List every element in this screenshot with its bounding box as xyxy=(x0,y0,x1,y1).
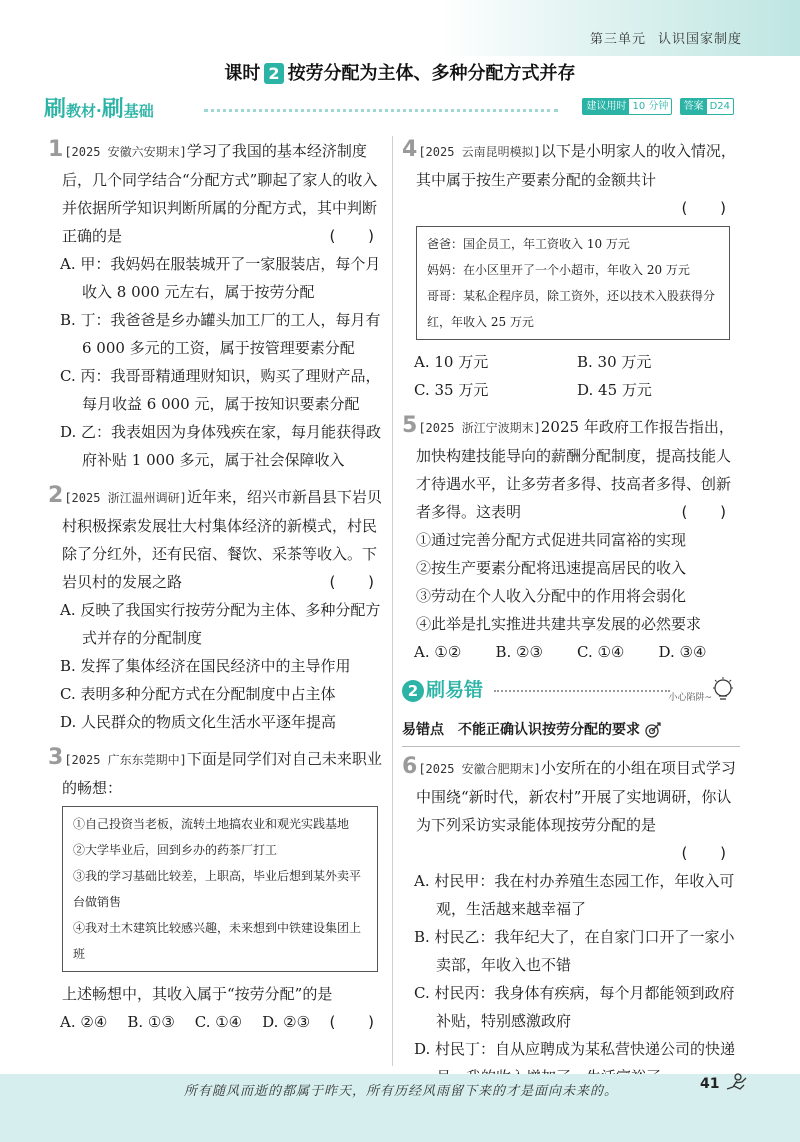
box-line: 爸爸：国企员工，年工资收入 10 万元 xyxy=(427,237,630,251)
time-value: 10 分钟 xyxy=(632,101,669,112)
question-3-stem xyxy=(48,744,388,802)
answer-blank: ( ) xyxy=(681,199,740,217)
question-1 xyxy=(48,136,388,474)
answer-blank: ( ) xyxy=(329,1013,388,1031)
question-source: [2025 安徽合肥期末] xyxy=(418,762,541,776)
section-2-note: 小心陷阱~ xyxy=(668,693,712,703)
option-a: A. 村民甲：我在村办养殖生态园工作，年收入可观，生活越来越幸福了 xyxy=(414,872,735,918)
question-text: 上述畅想中，其收入属于“按劳分配”的是 xyxy=(62,985,333,1003)
box-line: ④我对土木建筑比较感兴趣，未来想到中铁建设集团上班 xyxy=(73,921,362,961)
answer-blank: ( ) xyxy=(681,844,740,862)
brand-char-2: 刷 xyxy=(101,97,124,122)
question-number: 4 xyxy=(402,137,418,162)
option-b: B. 30 万元 xyxy=(577,353,652,371)
option-b: B. 丁：我爸爸是乡办罐头加工厂的工人，每月有 6 000 多元的工资，属于按管理要素分配 xyxy=(60,311,381,357)
option-d: D. ②③ xyxy=(262,1013,311,1031)
section-2-title-text: 刷易错 xyxy=(426,679,484,701)
question-6-stem xyxy=(402,753,740,839)
lesson-number-badge: 2 xyxy=(264,63,283,84)
time-label: 建议用时 xyxy=(583,99,629,114)
answer-blank: ( ) xyxy=(329,573,388,591)
question-1-stem xyxy=(48,136,388,250)
question-text: 2025 年政府工作报告指出，加快构建技能导向的薪酬分配制度，提高技能人才待遇水平，让多劳者多得、技高者多得、创新者多得。这表明 xyxy=(416,418,734,521)
error-point-label: 易错点 xyxy=(402,722,444,738)
section-2-divider xyxy=(494,690,670,692)
question-4-stem xyxy=(402,136,740,194)
box-line: 妈妈：在小区里开了一个小超市，年收入 20 万元 xyxy=(427,263,690,277)
question-6 xyxy=(402,753,740,1091)
box-line: ②大学毕业后，回到乡办的药茶厂打工 xyxy=(73,843,278,857)
question-4 xyxy=(402,136,740,404)
statement-2: ②按生产要素分配将迅速提高居民的收入 xyxy=(416,559,687,577)
q4-options-row-2 xyxy=(402,376,740,404)
question-5 xyxy=(402,412,740,666)
right-column xyxy=(402,136,740,1099)
question-number: 5 xyxy=(402,413,418,438)
lesson-title xyxy=(0,59,800,85)
q4-income-box xyxy=(416,226,730,340)
brand-char-1: 刷 xyxy=(44,97,67,122)
section-banner xyxy=(44,92,734,126)
question-2 xyxy=(48,482,388,736)
box-line: ①自己投资当老板，流转土地搞农业和观光实践基地 xyxy=(73,817,350,831)
question-3 xyxy=(48,744,388,1036)
option-b: B. 村民乙：我年纪大了，在自家门口开了一家小卖部，年收入也不错 xyxy=(414,928,735,974)
box-line: ③我的学习基础比较差，上职高，毕业后想到某外卖平台做销售 xyxy=(73,869,362,909)
question-source: [2025 广东东莞期中] xyxy=(64,753,187,767)
option-d: D. 人民群众的物质文化生活水平逐年提高 xyxy=(60,713,337,731)
section-2-title xyxy=(402,676,483,704)
left-column xyxy=(48,136,388,1044)
lesson-prefix: 课时 xyxy=(224,63,261,84)
lesson-title-text: 按劳分配为主体、多种分配方式并存 xyxy=(287,63,576,84)
unit-label: 第三单元 xyxy=(589,32,646,47)
question-2-stem xyxy=(48,482,388,596)
option-a: A. 甲：我妈妈在服装城开了一家服装店，每个月收入 8 000 元左右，属于按劳分配 xyxy=(60,255,381,301)
q5-options xyxy=(402,638,740,666)
statement-4: ④此举是扎实推进共建共享发展的必然要求 xyxy=(416,615,702,633)
answer-value: D24 xyxy=(709,101,730,112)
question-number: 2 xyxy=(48,483,64,508)
question-text: 下面是同学们对自己未来职业的畅想： xyxy=(62,750,382,797)
suggested-time-tag xyxy=(582,98,672,115)
option-d: D. 45 万元 xyxy=(577,381,652,399)
brand-text-1: 教材· xyxy=(66,102,102,120)
box-line: 哥哥：某私企程序员，除工资外，还以技术入股获得分红，年收入 25 万元 xyxy=(427,289,716,329)
question-source: [2025 云南昆明模拟] xyxy=(418,145,541,159)
section-2-banner xyxy=(402,674,740,708)
option-d: D. 村民丁：自从应聘成为某私营快递公司的快递 xyxy=(414,1040,736,1058)
section-2-number: 2 xyxy=(402,680,424,702)
option-a: A. ①② xyxy=(414,643,462,661)
footer-motto: 所有随风而逝的都属于昨天，所有历经风雨留下来的才是面向未来的。 xyxy=(184,1084,619,1099)
option-c: C. 丙：我哥哥精通理财知识，购买了理财产品，每月收益 6 000 元，属于按知识要素分配 xyxy=(60,367,381,413)
option-c: C. ①④ xyxy=(577,643,625,661)
statement-1: ①通过完善分配方式促进共同富裕的实现 xyxy=(416,531,687,549)
option-d: D. ③④ xyxy=(658,643,707,661)
runner-icon xyxy=(722,1073,750,1095)
question-number: 6 xyxy=(402,754,418,779)
error-point xyxy=(402,716,740,747)
q3-options xyxy=(48,1008,330,1036)
option-b: B. ②③ xyxy=(495,643,543,661)
brand-text-2: 基础 xyxy=(123,102,154,120)
answer-blank: ( ) xyxy=(329,227,388,245)
question-text: 学习了我国的基本经济制度后，几个同学结合“分配方式”聊起了家人的收入并依据所学知识判断所属的分配方式，其中判断正确的是 xyxy=(62,142,378,245)
answer-label: 答案 xyxy=(681,99,707,114)
option-d: D. 乙：我表姐因为身体残疾在家，每月能获得政府补贴 1 000 多元，属于社会保障收入 xyxy=(60,423,382,469)
unit-title: 认识国家制度 xyxy=(657,32,742,47)
question-source: [2025 浙江温州调研] xyxy=(64,491,187,505)
lightbulb-mascot-icon xyxy=(710,676,736,702)
error-point-text: 不能正确认识按劳分配的要求 xyxy=(458,722,640,738)
banner-divider xyxy=(204,109,558,112)
question-text: 小安所在的小组在项目式学习中围绕“新时代，新农村”开展了实地调研，你认为下列采访实录能体现按劳分配的是 xyxy=(416,759,736,834)
option-c: C. ①④ xyxy=(194,1013,243,1031)
brand-logo xyxy=(44,92,154,123)
answer-tag xyxy=(680,98,734,115)
option-a: A. 10 万元 xyxy=(414,353,489,371)
question-source: [2025 浙江宁波期末] xyxy=(418,421,541,435)
option-c: C. 村民丙：我身体有疾病，每个月都能领到政府补贴，特别感激政府 xyxy=(414,984,735,1030)
option-a: A. ②④ xyxy=(60,1013,108,1031)
option-b: B. ①③ xyxy=(127,1013,175,1031)
answer-blank: ( ) xyxy=(681,503,740,521)
question-text: 以下是小明家人的收入情况，其中属于按生产要素分配的金额共计 xyxy=(416,142,736,189)
question-source: [2025 安徽六安期末] xyxy=(64,145,187,159)
unit-header xyxy=(578,28,742,47)
option-c: C. 表明多种分配方式在分配制度中占主体 xyxy=(60,685,336,703)
page-number: 41 xyxy=(700,1076,720,1092)
question-number: 1 xyxy=(48,137,64,162)
q4-options-row-1 xyxy=(402,348,740,376)
target-icon xyxy=(644,721,662,739)
q3-statement-box xyxy=(62,806,378,972)
option-b: B. 发挥了集体经济在国民经济中的主导作用 xyxy=(60,657,351,675)
statement-3: ③劳动在个人收入分配中的作用将会弱化 xyxy=(416,587,687,605)
option-c: C. 35 万元 xyxy=(414,381,489,399)
time-tags xyxy=(578,98,734,115)
question-5-stem xyxy=(402,412,740,526)
column-divider xyxy=(392,136,393,1066)
option-a: A. 反映了我国实行按劳分配为主体、多种分配方式并存的分配制度 xyxy=(60,601,381,647)
question-text: 近年来，绍兴市新昌县下岩贝村积极探索发展壮大村集体经济的新模式，村民除了分红外，还有民宿、餐饮、采茶等收入。下岩贝村的发展之路 xyxy=(62,488,382,591)
question-number: 3 xyxy=(48,745,64,770)
